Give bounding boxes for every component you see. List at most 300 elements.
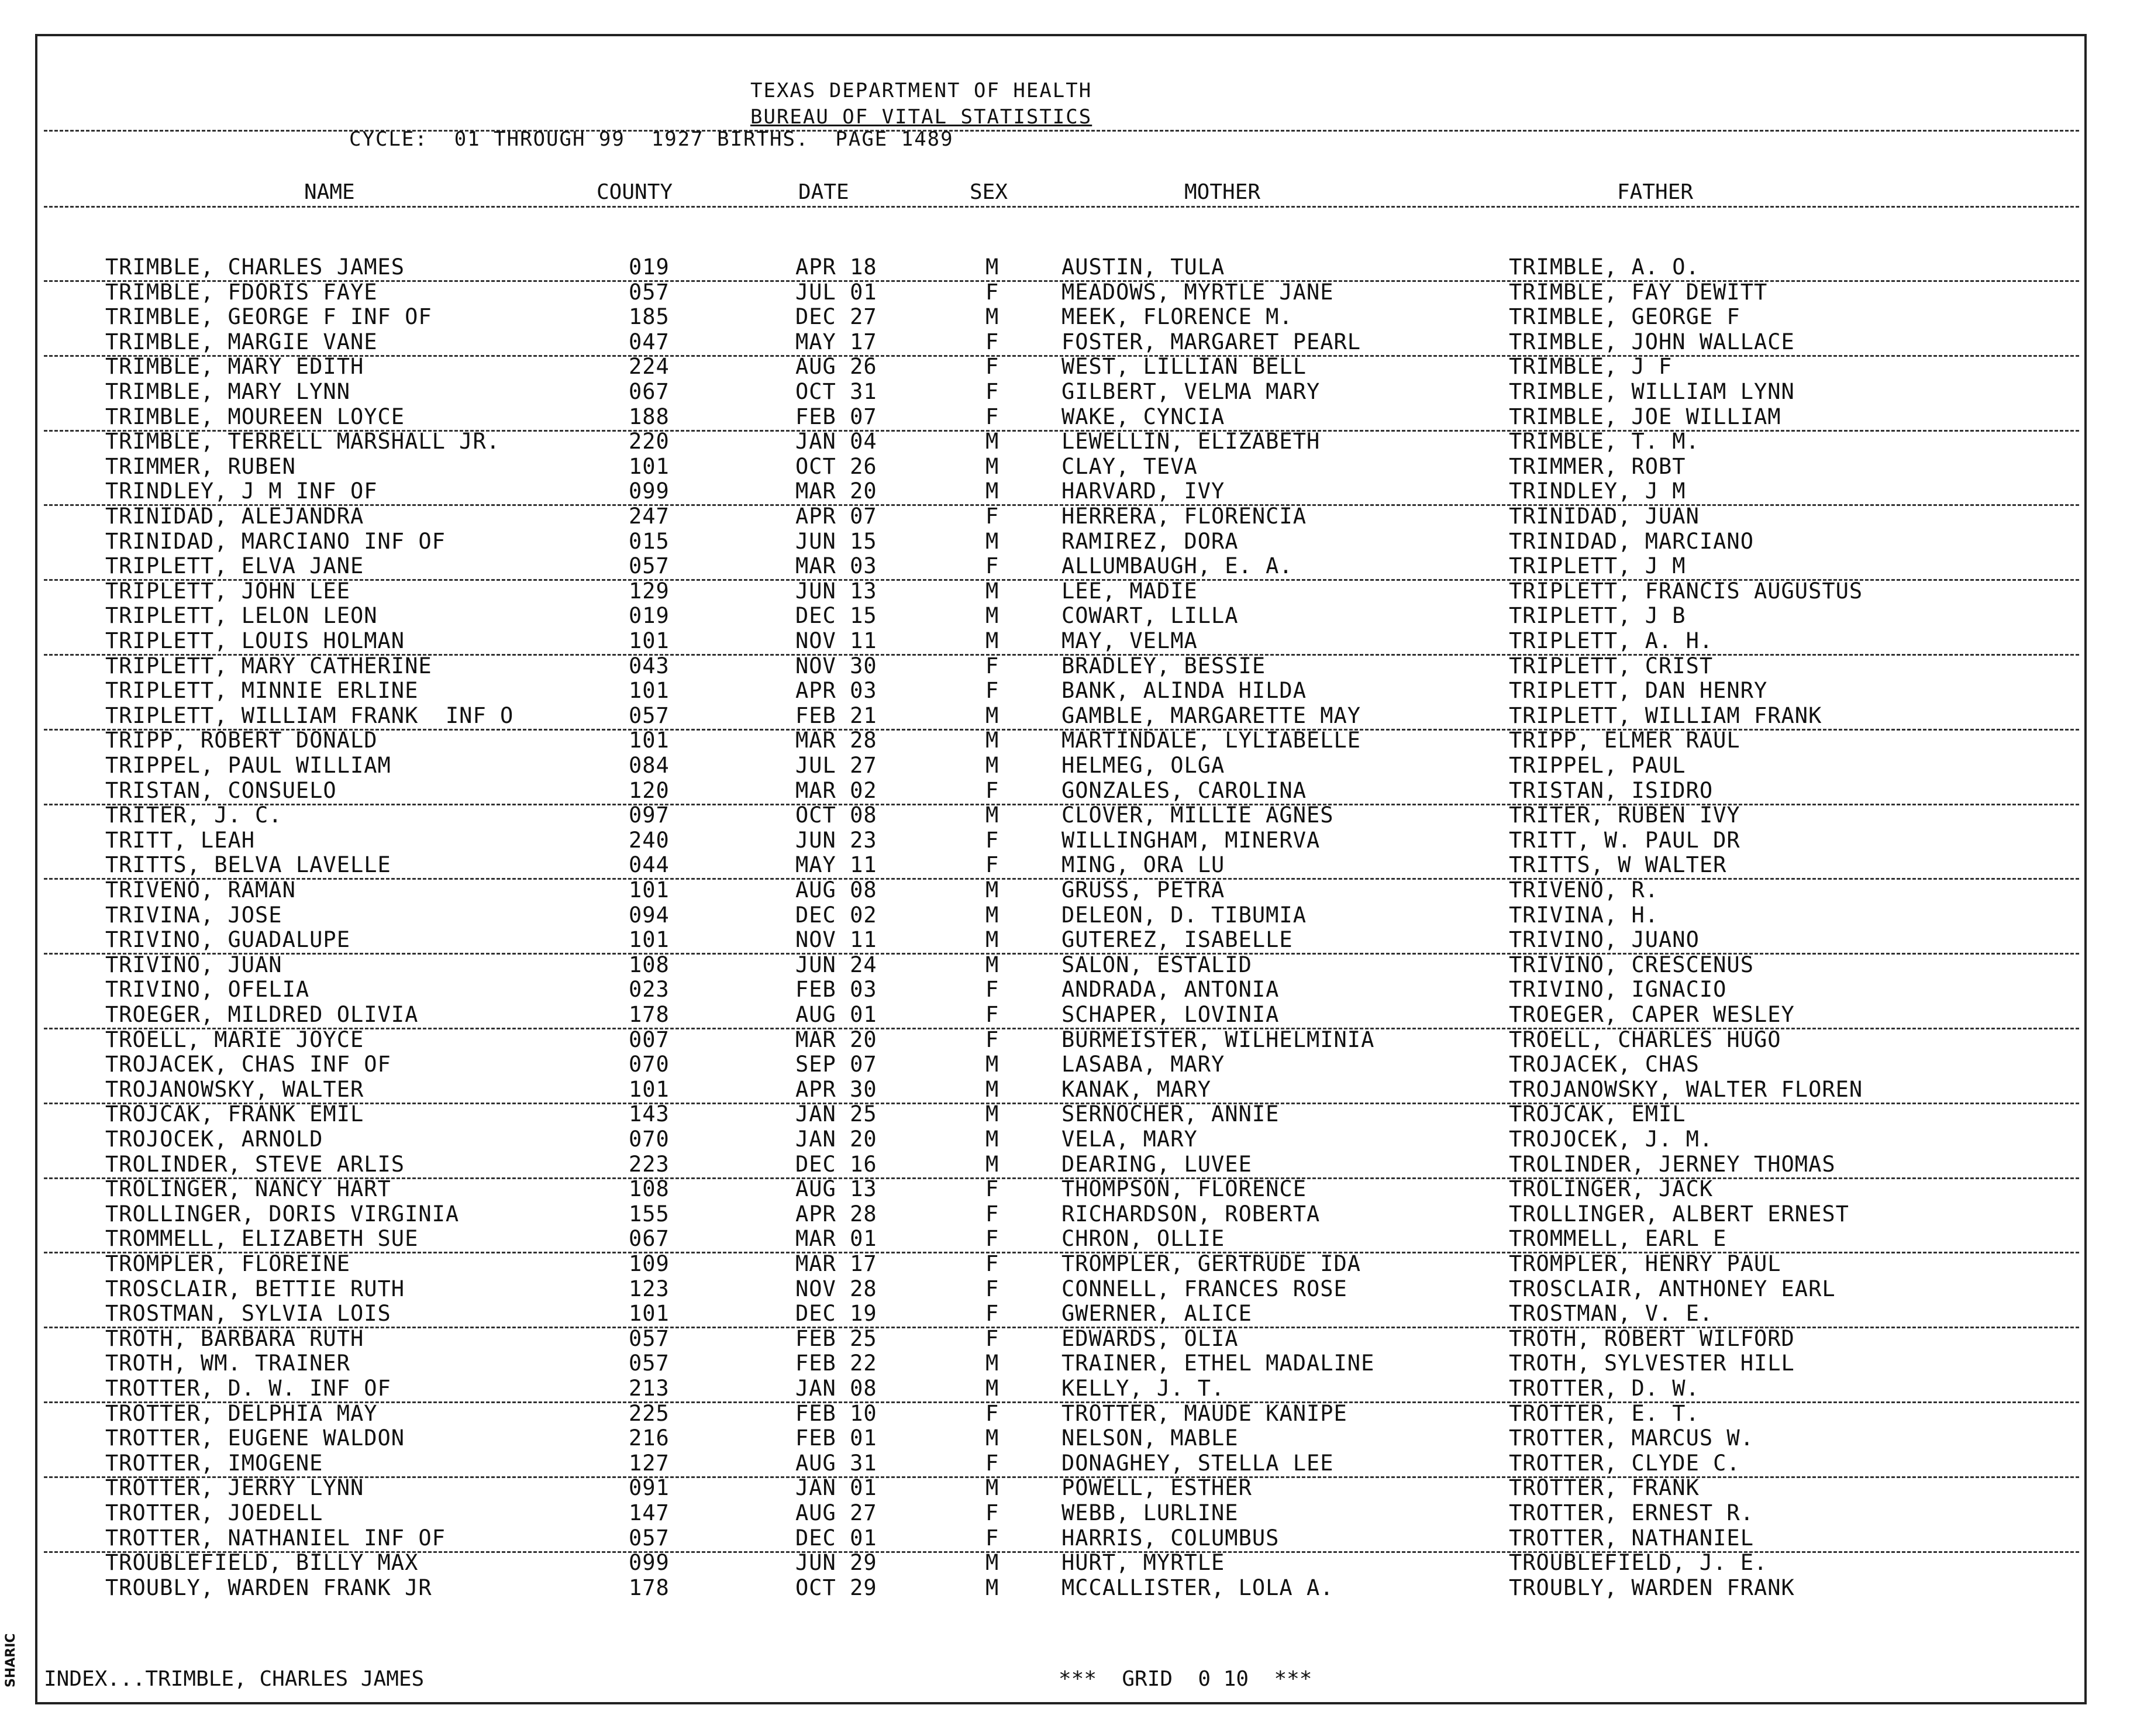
cell-mother: RAMIREZ, DORA bbox=[1061, 528, 1239, 554]
cell-sex: M bbox=[985, 702, 999, 728]
cell-name: TRIPLETT, JOHN LEE bbox=[105, 578, 350, 604]
cell-county: 247 bbox=[629, 504, 670, 529]
column-header-name: NAME bbox=[304, 180, 355, 204]
cell-name: TROTTER, EUGENE WALDON bbox=[105, 1425, 405, 1451]
cell-name: TROEGER, MILDRED OLIVIA bbox=[105, 1002, 419, 1027]
table-row bbox=[0, 728, 2137, 752]
cell-sex: M bbox=[985, 1127, 999, 1152]
cell-date: FEB 01 bbox=[795, 1425, 877, 1451]
cell-father: TROJANOWSKY, WALTER FLOREN bbox=[1509, 1076, 1863, 1102]
table-row bbox=[0, 703, 2137, 728]
cell-date: DEC 27 bbox=[795, 304, 877, 330]
cell-county: 223 bbox=[629, 1151, 670, 1177]
table-row bbox=[0, 1201, 2137, 1226]
cell-sex: F bbox=[985, 354, 999, 380]
cell-date: MAR 02 bbox=[795, 777, 877, 803]
cell-sex: M bbox=[985, 952, 999, 977]
cell-date: APR 30 bbox=[795, 1076, 877, 1102]
cell-date: JAN 01 bbox=[795, 1475, 877, 1501]
table-row bbox=[0, 1425, 2137, 1450]
cell-county: 099 bbox=[629, 1550, 670, 1576]
cell-date: FEB 07 bbox=[795, 404, 877, 429]
cell-county: 101 bbox=[629, 453, 670, 479]
table-row bbox=[0, 1127, 2137, 1151]
table-row bbox=[0, 1500, 2137, 1525]
table-row bbox=[0, 553, 2137, 578]
table-row bbox=[0, 329, 2137, 354]
cell-mother: THOMPSON, FLORENCE bbox=[1061, 1176, 1307, 1202]
cell-father: TROJCAK, EMIL bbox=[1509, 1101, 1686, 1127]
index-label: INDEX...TRIMBLE, CHARLES JAMES bbox=[44, 1667, 425, 1691]
cell-county: 015 bbox=[629, 528, 670, 554]
cell-father: TRIMMER, ROBT bbox=[1509, 453, 1686, 479]
cell-father: TROJOCEK, J. M. bbox=[1509, 1127, 1714, 1152]
cell-mother: HELMEG, OLGA bbox=[1061, 753, 1225, 778]
cell-date: APR 03 bbox=[795, 678, 877, 704]
cell-date: FEB 25 bbox=[795, 1325, 877, 1351]
cell-county: 178 bbox=[629, 1002, 670, 1027]
cell-date: AUG 31 bbox=[795, 1450, 877, 1476]
table-row bbox=[0, 877, 2137, 902]
cell-county: 129 bbox=[629, 578, 670, 604]
cell-mother: GRUSS, PETRA bbox=[1061, 877, 1225, 903]
cell-date: FEB 22 bbox=[795, 1351, 877, 1376]
cell-date: FEB 21 bbox=[795, 702, 877, 728]
cell-county: 224 bbox=[629, 354, 670, 380]
cell-county: 213 bbox=[629, 1376, 670, 1401]
cell-father: TROLLINGER, ALBERT ERNEST bbox=[1509, 1201, 1849, 1227]
cell-mother: RICHARDSON, ROBERTA bbox=[1061, 1201, 1321, 1227]
cell-county: 188 bbox=[629, 404, 670, 429]
cell-father: TROLINGER, JACK bbox=[1509, 1176, 1714, 1202]
cell-father: TRITT, W. PAUL DR bbox=[1509, 827, 1740, 853]
cell-date: DEC 16 bbox=[795, 1151, 877, 1177]
cell-father: TRIPLETT, DAN HENRY bbox=[1509, 678, 1768, 704]
table-row bbox=[0, 504, 2137, 528]
table-row bbox=[0, 1077, 2137, 1101]
cell-sex: F bbox=[985, 1450, 999, 1476]
cell-father: TRIVINO, IGNACIO bbox=[1509, 977, 1727, 1003]
cell-county: 155 bbox=[629, 1201, 670, 1227]
cell-county: 084 bbox=[629, 753, 670, 778]
cell-father: TRINIDAD, MARCIANO bbox=[1509, 528, 1754, 554]
cell-date: AUG 13 bbox=[795, 1176, 877, 1202]
cell-date: JUN 23 bbox=[795, 827, 877, 853]
cell-date: JAN 08 bbox=[795, 1376, 877, 1401]
cycle-line: CYCLE: 01 THROUGH 99 1927 BIRTHS. PAGE 1489 bbox=[349, 128, 954, 151]
cell-county: 097 bbox=[629, 802, 670, 828]
cell-date: NOV 11 bbox=[795, 927, 877, 953]
cell-name: TRIPLETT, MINNIE ERLINE bbox=[105, 678, 419, 704]
cell-mother: HARRIS, COLUMBUS bbox=[1061, 1525, 1280, 1551]
table-row bbox=[0, 1550, 2137, 1575]
cell-father: TRITER, RUBEN IVY bbox=[1509, 802, 1740, 828]
cell-name: TROUBLY, WARDEN FRANK JR bbox=[105, 1575, 432, 1600]
cell-date: MAR 03 bbox=[795, 553, 877, 579]
cell-mother: SALON, ESTALID bbox=[1061, 952, 1252, 977]
cell-county: 070 bbox=[629, 1052, 670, 1077]
cell-name: TRITTS, BELVA LAVELLE bbox=[105, 852, 391, 878]
cell-father: TRIVINO, CRESCENUS bbox=[1509, 952, 1754, 977]
table-row bbox=[0, 379, 2137, 404]
cell-county: 225 bbox=[629, 1400, 670, 1426]
cell-date: MAR 01 bbox=[795, 1226, 877, 1252]
cell-mother: GONZALES, CAROLINA bbox=[1061, 777, 1307, 803]
cell-date: AUG 08 bbox=[795, 877, 877, 903]
cell-sex: F bbox=[985, 777, 999, 803]
table-row bbox=[0, 778, 2137, 802]
cell-sex: M bbox=[985, 927, 999, 953]
cell-father: TRIMBLE, JOE WILLIAM bbox=[1509, 404, 1781, 429]
cell-sex: F bbox=[985, 653, 999, 678]
cell-mother: MCCALLISTER, LOLA A. bbox=[1061, 1575, 1334, 1600]
table-row bbox=[0, 753, 2137, 777]
cell-name: TROELL, MARIE JOYCE bbox=[105, 1027, 364, 1052]
cell-name: TROTH, BARBARA RUTH bbox=[105, 1325, 364, 1351]
cell-county: 007 bbox=[629, 1027, 670, 1052]
cell-date: OCT 29 bbox=[795, 1575, 877, 1600]
table-row bbox=[0, 578, 2137, 603]
cell-county: 120 bbox=[629, 777, 670, 803]
cell-sex: M bbox=[985, 478, 999, 504]
cell-county: 101 bbox=[629, 728, 670, 753]
table-row bbox=[0, 927, 2137, 952]
table-row bbox=[0, 977, 2137, 1001]
cell-sex: F bbox=[985, 1525, 999, 1551]
cell-father: TRIPLETT, J M bbox=[1509, 553, 1686, 579]
cell-mother: GAMBLE, MARGARETTE MAY bbox=[1061, 702, 1362, 728]
cell-date: JAN 20 bbox=[795, 1127, 877, 1152]
cell-name: TRIPP, ROBERT DONALD bbox=[105, 728, 378, 753]
cell-mother: TRAINER, ETHEL MADALINE bbox=[1061, 1351, 1375, 1376]
cell-county: 091 bbox=[629, 1475, 670, 1501]
cell-father: TRINIDAD, JUAN bbox=[1509, 504, 1700, 529]
cell-county: 101 bbox=[629, 877, 670, 903]
cell-name: TROJACEK, CHAS INF OF bbox=[105, 1052, 391, 1077]
cell-sex: F bbox=[985, 678, 999, 704]
cell-father: TRIMBLE, GEORGE F bbox=[1509, 304, 1740, 330]
cell-father: TRIVENO, R. bbox=[1509, 877, 1659, 903]
table-row bbox=[0, 254, 2137, 279]
cell-name: TRIPLETT, MARY CATHERINE bbox=[105, 653, 432, 678]
cell-date: DEC 01 bbox=[795, 1525, 877, 1551]
cell-sex: F bbox=[985, 1500, 999, 1525]
cell-date: JUN 24 bbox=[795, 952, 877, 977]
table-row bbox=[0, 1052, 2137, 1076]
column-header-father: FATHER bbox=[1617, 180, 1694, 204]
cell-county: 094 bbox=[629, 902, 670, 928]
cell-date: MAR 28 bbox=[795, 728, 877, 753]
cell-sex: F bbox=[985, 553, 999, 579]
column-header-sex: SEX bbox=[970, 180, 1008, 204]
cell-name: TRITER, J. C. bbox=[105, 802, 282, 828]
cell-father: TRITTS, W WALTER bbox=[1509, 852, 1727, 878]
cell-date: JUN 15 bbox=[795, 528, 877, 554]
cell-sex: F bbox=[985, 1002, 999, 1027]
cell-mother: CLOVER, MILLIE AGNES bbox=[1061, 802, 1334, 828]
cell-county: 099 bbox=[629, 478, 670, 504]
cell-name: TROLLINGER, DORIS VIRGINIA bbox=[105, 1201, 460, 1227]
cell-date: OCT 26 bbox=[795, 453, 877, 479]
table-row bbox=[0, 1525, 2137, 1550]
cell-county: 067 bbox=[629, 1226, 670, 1252]
column-header-mother: MOTHER bbox=[1184, 180, 1261, 204]
cell-name: TROLINGER, NANCY HART bbox=[105, 1176, 391, 1202]
table-row bbox=[0, 1251, 2137, 1276]
side-label: SHARIC bbox=[4, 1633, 18, 1687]
cell-date: AUG 26 bbox=[795, 354, 877, 380]
cell-sex: F bbox=[985, 1251, 999, 1276]
cell-father: TRIVINO, JUANO bbox=[1509, 927, 1700, 953]
cell-date: OCT 31 bbox=[795, 379, 877, 404]
cell-mother: BANK, ALINDA HILDA bbox=[1061, 678, 1307, 704]
cell-father: TROSTMAN, V. E. bbox=[1509, 1301, 1714, 1327]
cell-name: TROLINDER, STEVE ARLIS bbox=[105, 1151, 405, 1177]
cell-sex: F bbox=[985, 1301, 999, 1327]
cell-county: 240 bbox=[629, 827, 670, 853]
cell-sex: M bbox=[985, 1475, 999, 1501]
cell-county: 108 bbox=[629, 1176, 670, 1202]
column-header-county: COUNTY bbox=[597, 180, 673, 204]
cell-mother: BRADLEY, BESSIE bbox=[1061, 653, 1266, 678]
cell-name: TROJCAK, FRANK EMIL bbox=[105, 1101, 364, 1127]
cell-name: TRIPPEL, PAUL WILLIAM bbox=[105, 753, 391, 778]
cell-sex: M bbox=[985, 753, 999, 778]
table-row bbox=[0, 429, 2137, 453]
cell-county: 147 bbox=[629, 1500, 670, 1525]
cell-date: DEC 19 bbox=[795, 1301, 877, 1327]
table-row bbox=[0, 1101, 2137, 1126]
cell-mother: COWART, LILLA bbox=[1061, 603, 1239, 629]
cell-father: TROMMELL, EARL E bbox=[1509, 1226, 1727, 1252]
cell-name: TROTH, WM. TRAINER bbox=[105, 1351, 350, 1376]
cell-sex: M bbox=[985, 578, 999, 604]
cell-mother: LASABA, MARY bbox=[1061, 1052, 1225, 1077]
cell-father: TROTTER, D. W. bbox=[1509, 1376, 1700, 1401]
cell-father: TROUBLEFIELD, J. E. bbox=[1509, 1550, 1768, 1576]
cell-mother: MEADOWS, MYRTLE JANE bbox=[1061, 279, 1334, 305]
cell-sex: M bbox=[985, 254, 999, 280]
cell-mother: MEEK, FLORENCE M. bbox=[1061, 304, 1293, 330]
grid-label: *** GRID 0 10 *** bbox=[1059, 1667, 1312, 1691]
cell-date: JAN 25 bbox=[795, 1101, 877, 1127]
cell-county: 127 bbox=[629, 1450, 670, 1476]
cell-father: TROTTER, ERNEST R. bbox=[1509, 1500, 1754, 1525]
cell-date: JUL 01 bbox=[795, 279, 877, 305]
cell-sex: M bbox=[985, 1425, 999, 1451]
table-row bbox=[0, 280, 2137, 304]
table-row bbox=[0, 1027, 2137, 1052]
cell-county: 044 bbox=[629, 852, 670, 878]
cell-father: TROTTER, FRANK bbox=[1509, 1475, 1700, 1501]
cell-sex: F bbox=[985, 504, 999, 529]
cell-father: TROELL, CHARLES HUGO bbox=[1509, 1027, 1781, 1052]
cell-name: TROUBLEFIELD, BILLY MAX bbox=[105, 1550, 419, 1576]
cell-sex: F bbox=[985, 329, 999, 354]
cell-mother: MAY, VELMA bbox=[1061, 628, 1198, 653]
cell-name: TRITT, LEAH bbox=[105, 827, 256, 853]
cell-name: TRIMBLE, MOUREEN LOYCE bbox=[105, 404, 405, 429]
table-row bbox=[0, 1376, 2137, 1400]
cell-sex: M bbox=[985, 603, 999, 629]
cell-father: TROUBLY, WARDEN FRANK bbox=[1509, 1575, 1795, 1600]
table-row bbox=[0, 852, 2137, 877]
cell-mother: GILBERT, VELMA MARY bbox=[1061, 379, 1321, 404]
table-row bbox=[0, 1226, 2137, 1251]
cell-father: TRISTAN, ISIDRO bbox=[1509, 777, 1714, 803]
cell-father: TROTTER, E. T. bbox=[1509, 1400, 1700, 1426]
table-row bbox=[0, 828, 2137, 852]
column-header-rule bbox=[44, 206, 2079, 208]
cell-county: 057 bbox=[629, 279, 670, 305]
cell-mother: DEARING, LUVEE bbox=[1061, 1151, 1252, 1177]
cell-name: TRINIDAD, MARCIANO INF OF bbox=[105, 528, 446, 554]
cell-father: TROTH, ROBERT WILFORD bbox=[1509, 1325, 1795, 1351]
cell-father: TRIMBLE, A. O. bbox=[1509, 254, 1700, 280]
cell-mother: CHRON, OLLIE bbox=[1061, 1226, 1225, 1252]
table-row bbox=[0, 628, 2137, 653]
cell-father: TROTTER, MARCUS W. bbox=[1509, 1425, 1754, 1451]
cell-sex: F bbox=[985, 977, 999, 1003]
cell-name: TROTTER, D. W. INF OF bbox=[105, 1376, 391, 1401]
cell-father: TRIVINA, H. bbox=[1509, 902, 1659, 928]
cell-date: MAY 11 bbox=[795, 852, 877, 878]
cell-father: TRIPP, ELMER RAUL bbox=[1509, 728, 1740, 753]
table-row bbox=[0, 903, 2137, 927]
cell-county: 067 bbox=[629, 379, 670, 404]
table-row bbox=[0, 1475, 2137, 1500]
cell-county: 057 bbox=[629, 1351, 670, 1376]
cell-mother: TROMPLER, GERTRUDE IDA bbox=[1061, 1251, 1362, 1276]
cell-father: TRIPLETT, WILLIAM FRANK bbox=[1509, 702, 1822, 728]
cell-sex: M bbox=[985, 1151, 999, 1177]
table-row bbox=[0, 1152, 2137, 1176]
cell-father: TROMPLER, HENRY PAUL bbox=[1509, 1251, 1781, 1276]
cell-mother: GUTEREZ, ISABELLE bbox=[1061, 927, 1293, 953]
cell-name: TRINIDAD, ALEJANDRA bbox=[105, 504, 364, 529]
cell-sex: F bbox=[985, 1176, 999, 1202]
cell-mother: LEWELLIN, ELIZABETH bbox=[1061, 429, 1321, 454]
cell-name: TRIVINO, GUADALUPE bbox=[105, 927, 350, 953]
table-row bbox=[0, 454, 2137, 478]
cell-county: 178 bbox=[629, 1575, 670, 1600]
cell-county: 101 bbox=[629, 1301, 670, 1327]
cell-county: 070 bbox=[629, 1127, 670, 1152]
cell-name: TRIMMER, RUBEN bbox=[105, 453, 296, 479]
cell-mother: KANAK, MARY bbox=[1061, 1076, 1212, 1102]
cell-sex: M bbox=[985, 1052, 999, 1077]
bureau-title: BUREAU OF VITAL STATISTICS bbox=[750, 105, 1092, 129]
cell-mother: SCHAPER, LOVINIA bbox=[1061, 1002, 1280, 1027]
cell-county: 123 bbox=[629, 1276, 670, 1301]
cell-date: MAR 17 bbox=[795, 1251, 877, 1276]
cell-mother: HARVARD, IVY bbox=[1061, 478, 1225, 504]
cell-mother: LEE, MADIE bbox=[1061, 578, 1198, 604]
cell-sex: F bbox=[985, 1201, 999, 1227]
cell-father: TRIMBLE, J F bbox=[1509, 354, 1673, 380]
cell-father: TRIPLETT, A. H. bbox=[1509, 628, 1714, 653]
cell-county: 108 bbox=[629, 952, 670, 977]
cell-sex: M bbox=[985, 528, 999, 554]
cell-father: TRIPLETT, J B bbox=[1509, 603, 1686, 629]
table-row bbox=[0, 1276, 2137, 1301]
cell-name: TROTTER, DELPHIA MAY bbox=[105, 1400, 378, 1426]
cell-sex: M bbox=[985, 1376, 999, 1401]
cell-county: 101 bbox=[629, 927, 670, 953]
cell-sex: M bbox=[985, 1550, 999, 1576]
cell-sex: M bbox=[985, 453, 999, 479]
cell-name: TRIVINO, JUAN bbox=[105, 952, 282, 977]
cell-name: TRIMBLE, MARY EDITH bbox=[105, 354, 364, 380]
cell-sex: M bbox=[985, 1076, 999, 1102]
cell-mother: GWERNER, ALICE bbox=[1061, 1301, 1252, 1327]
table-row bbox=[0, 1301, 2137, 1325]
cell-county: 019 bbox=[629, 254, 670, 280]
cell-mother: HERRERA, FLORENCIA bbox=[1061, 504, 1307, 529]
table-row bbox=[0, 354, 2137, 378]
cell-county: 101 bbox=[629, 678, 670, 704]
cell-county: 101 bbox=[629, 628, 670, 653]
cell-name: TRINDLEY, J M INF OF bbox=[105, 478, 378, 504]
cell-sex: F bbox=[985, 852, 999, 878]
cell-county: 057 bbox=[629, 702, 670, 728]
cell-date: DEC 02 bbox=[795, 902, 877, 928]
cell-date: AUG 27 bbox=[795, 1500, 877, 1525]
cell-mother: TROTTER, MAUDE KANIPE bbox=[1061, 1400, 1347, 1426]
cell-name: TROSCLAIR, BETTIE RUTH bbox=[105, 1276, 405, 1301]
cell-date: NOV 11 bbox=[795, 628, 877, 653]
cell-father: TROSCLAIR, ANTHONEY EARL bbox=[1509, 1276, 1836, 1301]
cell-father: TROEGER, CAPER WESLEY bbox=[1509, 1002, 1795, 1027]
cell-name: TRIMBLE, MARGIE VANE bbox=[105, 329, 378, 354]
cell-mother: VELA, MARY bbox=[1061, 1127, 1198, 1152]
cell-mother: FOSTER, MARGARET PEARL bbox=[1061, 329, 1362, 354]
cell-sex: F bbox=[985, 1400, 999, 1426]
cell-county: 043 bbox=[629, 653, 670, 678]
cell-date: MAR 20 bbox=[795, 478, 877, 504]
cell-sex: M bbox=[985, 1101, 999, 1127]
table-row bbox=[0, 304, 2137, 329]
cell-county: 185 bbox=[629, 304, 670, 330]
cell-name: TRIPLETT, ELVA JANE bbox=[105, 553, 364, 579]
cell-mother: WEBB, LURLINE bbox=[1061, 1500, 1239, 1525]
cell-name: TROMMELL, ELIZABETH SUE bbox=[105, 1226, 419, 1252]
table-row bbox=[0, 404, 2137, 429]
cell-sex: M bbox=[985, 802, 999, 828]
cell-mother: WEST, LILLIAN BELL bbox=[1061, 354, 1307, 380]
cell-mother: POWELL, ESTHER bbox=[1061, 1475, 1252, 1501]
cell-date: NOV 28 bbox=[795, 1276, 877, 1301]
cell-father: TRIPLETT, CRIST bbox=[1509, 653, 1714, 678]
cell-father: TROTTER, CLYDE C. bbox=[1509, 1450, 1740, 1476]
cell-mother: DONAGHEY, STELLA LEE bbox=[1061, 1450, 1334, 1476]
cell-name: TRISTAN, CONSUELO bbox=[105, 777, 337, 803]
table-row bbox=[0, 952, 2137, 977]
cell-father: TROJACEK, CHAS bbox=[1509, 1052, 1700, 1077]
cell-date: AUG 01 bbox=[795, 1002, 877, 1027]
cell-name: TRIMBLE, CHARLES JAMES bbox=[105, 254, 405, 280]
cell-name: TROTTER, JERRY LYNN bbox=[105, 1475, 364, 1501]
cell-date: SEP 07 bbox=[795, 1052, 877, 1077]
cell-sex: M bbox=[985, 728, 999, 753]
cell-county: 057 bbox=[629, 1525, 670, 1551]
table-row bbox=[0, 1176, 2137, 1201]
cell-father: TROTH, SYLVESTER HILL bbox=[1509, 1351, 1795, 1376]
cell-sex: M bbox=[985, 304, 999, 330]
cell-sex: F bbox=[985, 1276, 999, 1301]
table-row bbox=[0, 529, 2137, 553]
table-row bbox=[0, 1401, 2137, 1425]
